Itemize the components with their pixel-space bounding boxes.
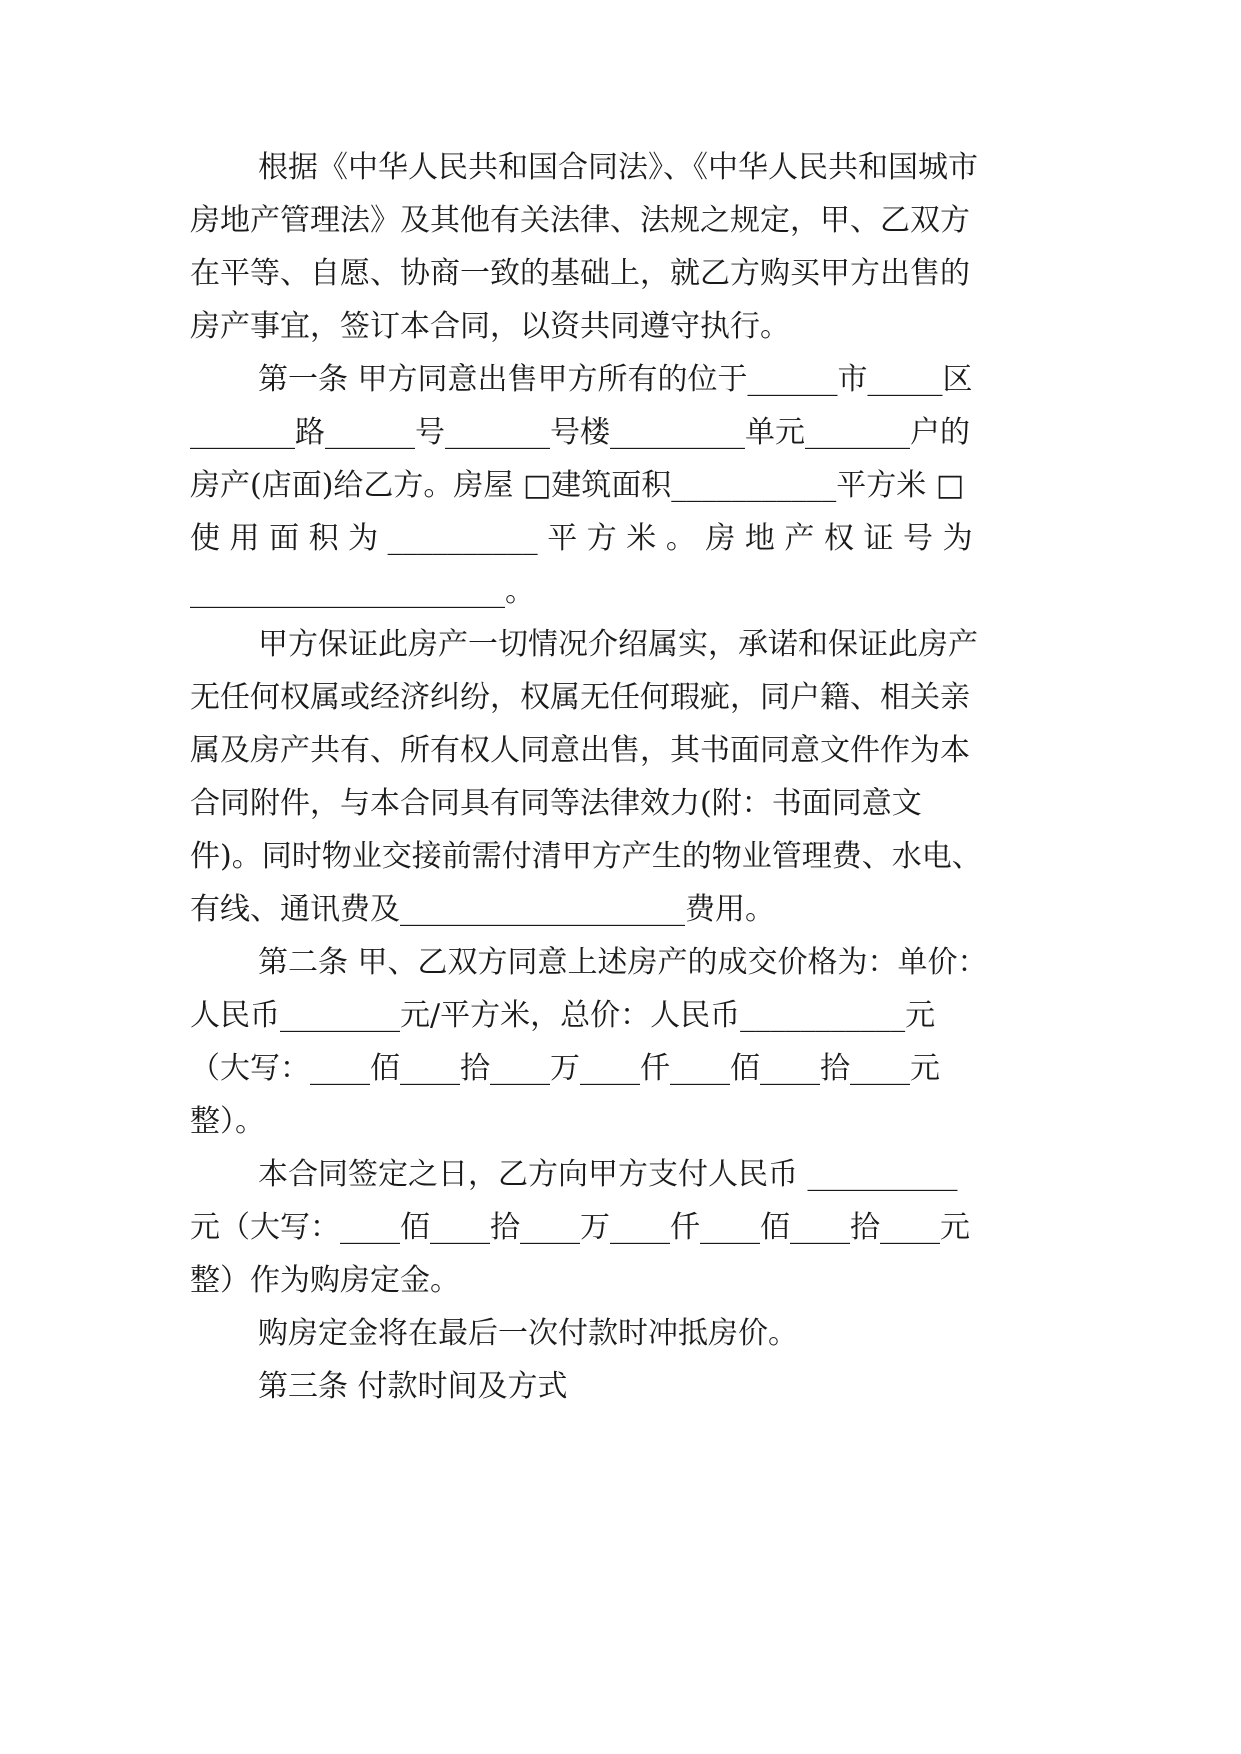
article-1-line: _______路______号_______号楼_________单元_______户的: [190, 415, 970, 450]
warranty-paragraph-line: 有线、通讯费及___________________费用。: [190, 892, 775, 927]
deposit-paragraph-line: 整）作为购房定金。: [190, 1263, 460, 1298]
article-2-line: 整）。: [190, 1104, 265, 1139]
article-1-line: 第一条 甲方同意出售甲方所有的位于______市_____区: [258, 362, 973, 397]
article-3-heading: 第三条 付款时间及方式: [258, 1369, 568, 1404]
paragraph-preamble-line: 根据《中华人民共和国合同法》、《中华人民共和国城市: [258, 150, 978, 185]
warranty-paragraph-line: 无任何权属或经济纠纷，权属无任何瑕疵，同户籍、相关亲: [190, 680, 970, 715]
warranty-paragraph-line: 甲方保证此房产一切情况介绍属实，承诺和保证此房产: [258, 627, 978, 662]
deposit-paragraph-line: 本合同签定之日，乙方向甲方支付人民币 __________: [258, 1157, 958, 1192]
deposit-paragraph-line: 元（大写：____佰____拾____万____仟____佰____拾____元: [190, 1210, 970, 1245]
warranty-paragraph-line: 属及房产共有、所有权人同意出售，其书面同意文件作为本: [190, 733, 970, 768]
paragraph-preamble-line: 房地产管理法》及其他有关法律、法规之规定，甲、乙双方: [190, 203, 970, 238]
article-2-line: （大写：____佰____拾____万____仟____佰____拾____元: [190, 1051, 940, 1086]
article-2-line: 人民币________元/平方米，总价：人民币___________元: [190, 998, 936, 1033]
paragraph-preamble-line: 在平等、自愿、协商一致的基础上，就乙方购买甲方出售的: [190, 256, 970, 291]
paragraph-preamble-line: 房产事宜，签订本合同，以资共同遵守执行。: [190, 309, 790, 344]
warranty-paragraph-line: 件)。同时物业交接前需付清甲方产生的物业管理费、水电、: [190, 839, 982, 874]
deposit-offset-line: 购房定金将在最后一次付款时冲抵房价。: [258, 1316, 798, 1351]
article-1-line: _____________________。: [190, 574, 535, 609]
article-2-line: 第二条 甲、乙双方同意上述房产的成交价格为：单价：: [258, 945, 988, 980]
article-1-line: 房产(店面)给乙方。房屋 □建筑面积___________平方米 □: [190, 468, 965, 503]
article-1-line: 使 用 面 积 为 __________ 平 方 米 。 房 地 产 权 证 号 为: [190, 521, 973, 556]
warranty-paragraph-line: 合同附件，与本合同具有同等法律效力(附：书面同意文: [190, 786, 922, 821]
